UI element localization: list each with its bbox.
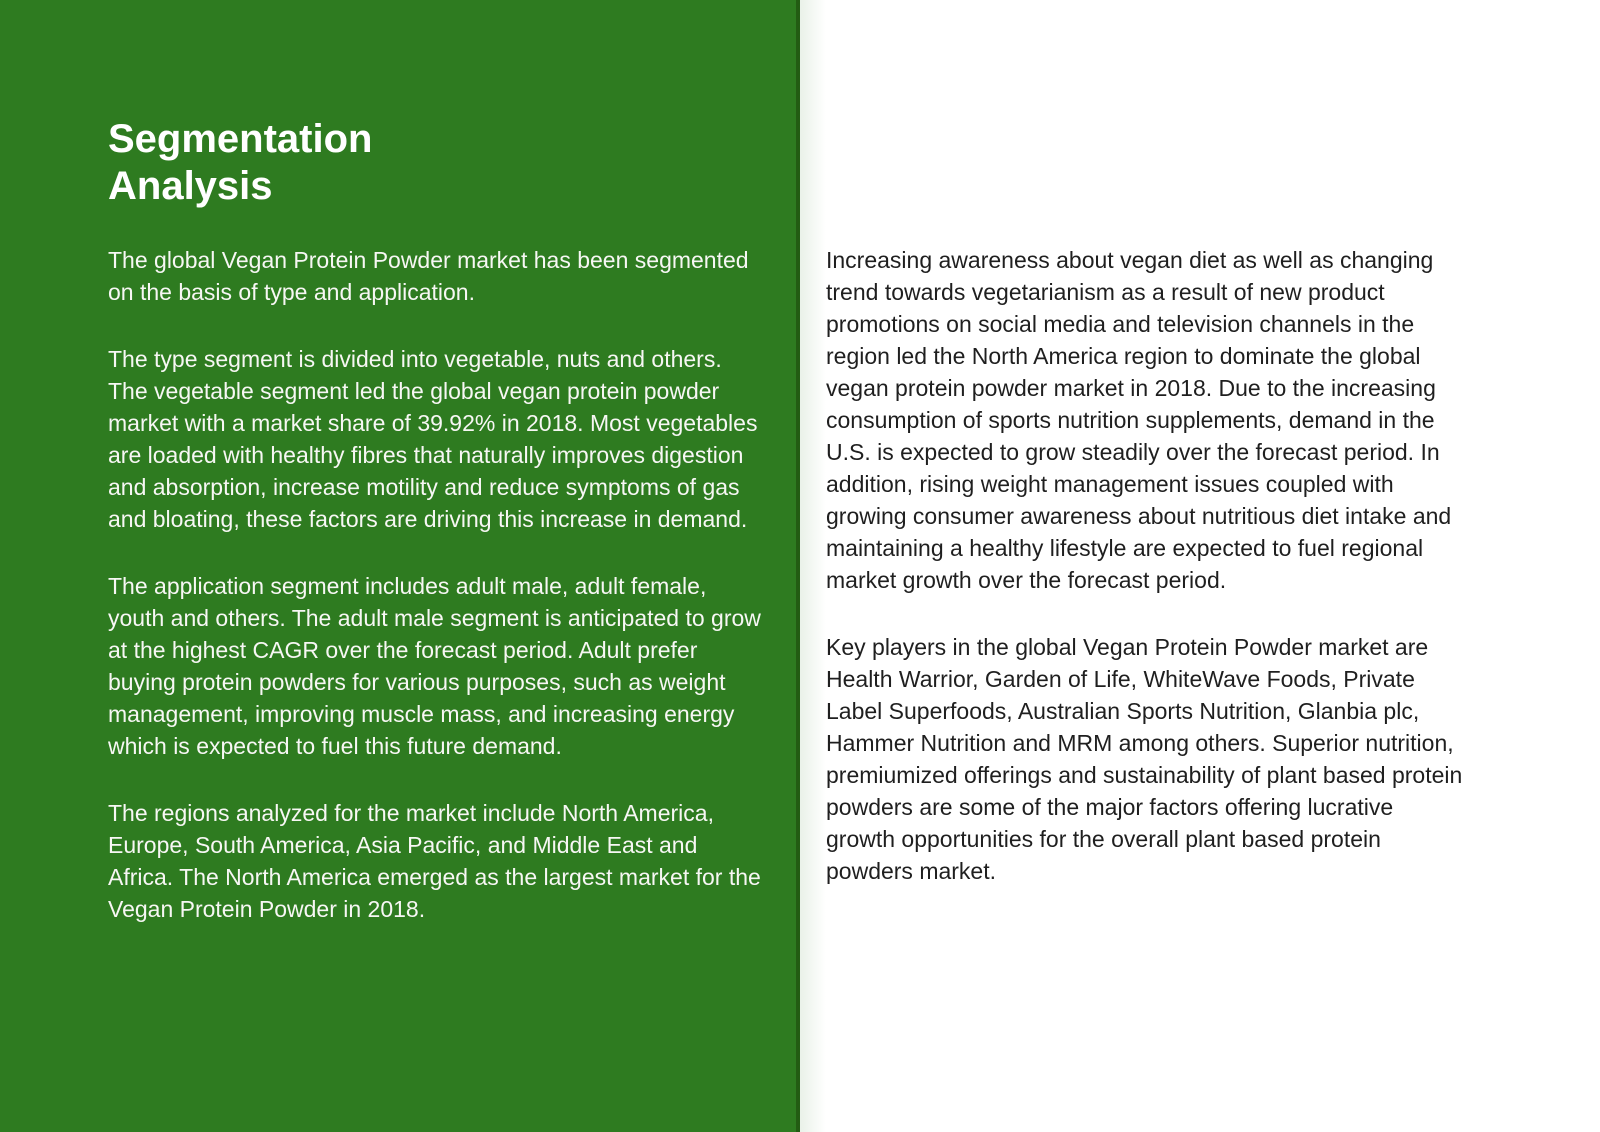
left-green-panel bbox=[0, 0, 796, 1132]
panel-divider-line bbox=[796, 0, 800, 1132]
paragraph-regions-analyzed: The regions analyzed for the market include North America, Europe, South America, Asia Pacific, and Middle East and Africa. The North America emerged as the largest market for the Vegan Protein Powder in 2018. bbox=[108, 800, 761, 922]
right-panel-body bbox=[826, 244, 1468, 922]
paragraph-application-segment: The application segment includes adult male, adult female, youth and others. The adult male segment is anticipated to grow at the highest CAGR over the forecast period. Adult prefer buying protein powders for various purposes, such as weight management, improving muscle mass, and increasing energy which is expected to fuel this future demand. bbox=[108, 573, 761, 759]
panel-divider-shadow bbox=[800, 0, 826, 1132]
paragraph-regional-awareness: Increasing awareness about vegan diet as well as changing trend towards vegetarianism as a result of new product promotions on social media and television channels in the region led the North America region to dominate the global vegan protein powder market in 2018. Due to the increasing consumption of sports nutrition supplements, demand in the U.S. is expected to grow steadily over the forecast period. In addition, rising weight management issues coupled with growing consumer awareness about nutritious diet intake and maintaining a healthy lifestyle are expected to fuel regional market growth over the forecast period. bbox=[826, 247, 1452, 593]
page-title bbox=[108, 116, 372, 210]
paragraph-type-segment: The type segment is divided into vegetable, nuts and others. The vegetable segment led the global vegan protein powder market with a market share of 39.92% in 2018. Most vegetables are loaded with healthy fibres that naturally improves digestion and absorption, increase motility and reduce symptoms of gas and bloating, these factors are driving this increase in demand. bbox=[108, 346, 758, 532]
paragraph-key-players: Key players in the global Vegan Protein Powder market are Health Warrior, Garden of Life, WhiteWave Foods, Private Label Superfoods, Australian Sports Nutrition, Glanbia plc, Hammer Nutrition and MRM among others. Superior nutrition, premiumized offerings and sustainability of plant based protein powders are some of the major factors offering lucrative growth opportunities for the overall plant based protein powders market. bbox=[826, 634, 1463, 884]
page-title-line-2: Analysis bbox=[108, 164, 273, 208]
page-title-line-1: Segmentation bbox=[108, 117, 373, 161]
left-panel-body bbox=[108, 244, 766, 960]
paragraph-market-segmented: The global Vegan Protein Powder market has been segmented on the basis of type and application. bbox=[108, 247, 749, 305]
